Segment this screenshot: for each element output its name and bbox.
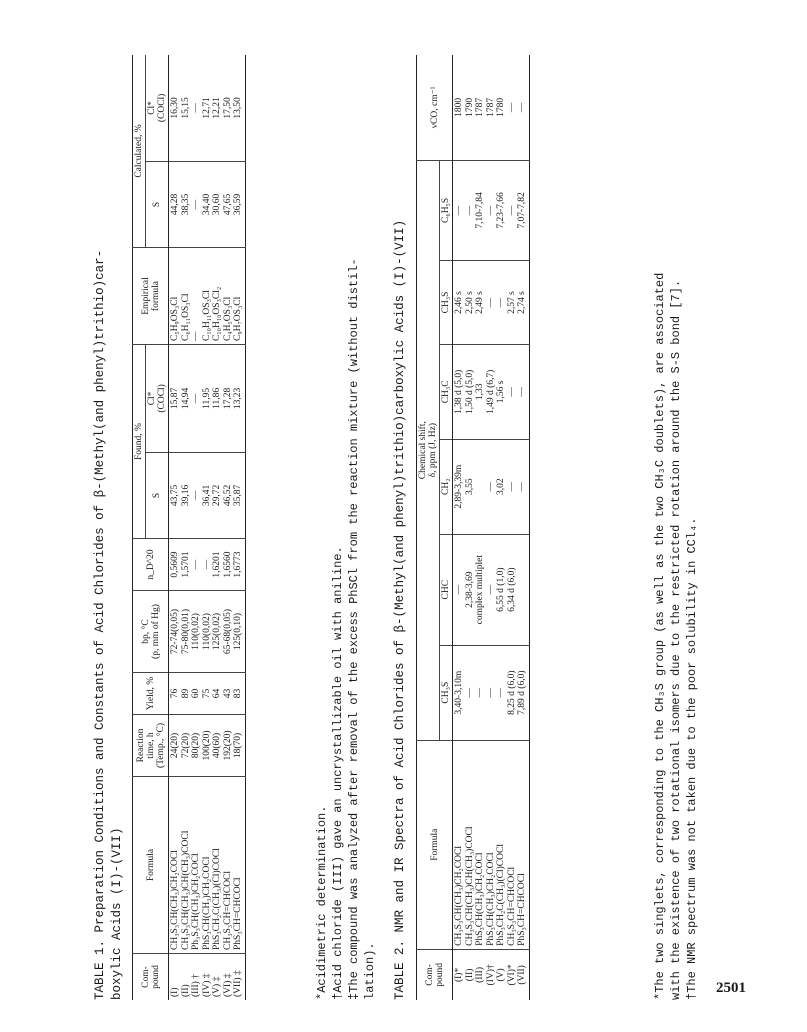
t2-header-ch3s-text: CH₃S (441, 681, 451, 704)
table-cell: 7,10-7,84 (475, 192, 485, 229)
t1-col-calc-cl (169, 55, 246, 161)
table-cell: 12,71 (201, 97, 212, 119)
table-cell: 3,02 (496, 478, 506, 495)
t1-header-calc-s (146, 161, 169, 247)
table-cell: 11,95 (201, 387, 212, 409)
t1-col-found-cl (169, 345, 246, 453)
table2-title-text: TABLE 2. NMR and IR Spectra of Acid Chlorides of β-(Methyl(and phenyl)trithio)carboxylic Acids (I)-(VII) (393, 219, 407, 1000)
table-cell: 15,87 (170, 387, 180, 410)
table-cell: C₆H₁₁OS₃Cl (180, 293, 191, 342)
table-cell: 39,16 (180, 484, 191, 507)
t2-footnote-1: *The two singlets, corresponding to the CH₃S group (as well as the two CH₃C doublets), are associated (653, 272, 667, 1000)
table-cell: C₁₀H₁₁OS₃Cl (201, 290, 212, 342)
t2-header-ch2 (440, 439, 453, 534)
table-cell: C₄H₅OS₃Cl (222, 296, 233, 342)
t2-header-compound-text: Com- pound (424, 963, 445, 987)
t1-header-found-cl-text: Cl* (COCl) (147, 384, 167, 413)
table-cell: PhS₃CH(CH₃)CH₂COCl (201, 856, 212, 950)
table-cell: — (464, 205, 475, 216)
t1-header-reaction-text: Reaction time, h (Temp., °C) (135, 722, 166, 769)
t1-header-reaction (133, 715, 169, 777)
t2-col-ir (453, 55, 530, 160)
table-cell: 7,07-7,82 (517, 192, 527, 229)
table-cell: 100(20) (201, 730, 212, 761)
table-cell: 125(0,10) (233, 612, 243, 651)
t2-header-ch2-text: CH₂ (441, 478, 451, 495)
t1-col-formulas (169, 777, 246, 954)
t1-header-formula-text: Formula (145, 848, 156, 882)
table-cell: 1787 (485, 97, 496, 117)
rotated-page-content (92, 40, 712, 1000)
table-cell: 13,23 (233, 387, 243, 410)
table-cell: 12,21 (212, 97, 222, 119)
table-cell: 89 (180, 688, 191, 699)
table-cell: PhS₃CH₂C(CH₃)(Cl)COCl (212, 848, 222, 950)
t1-col-nd (169, 539, 246, 591)
t1-footnote-2: †Acid chloride (III) gave an uncrystallizable oil with aniline. (331, 546, 345, 1000)
table1-footnotes (314, 40, 378, 1000)
table-cell: 60 (191, 688, 201, 699)
table-cell: — (506, 387, 517, 397)
t1-header-compound-text: Com- pound (140, 965, 161, 989)
table-cell: 1800 (454, 97, 464, 117)
table-cell: CH₃S₃CH(CH₃)CH₂COCl (170, 850, 180, 950)
table-cell: 7,23-7,66 (496, 192, 506, 229)
t1-header-yield-text: Yield, % (145, 676, 156, 711)
t1-header-calculated-text: Calculated, % (134, 124, 144, 178)
t1-header-calculated (133, 55, 146, 248)
t1-header-found-s (146, 452, 169, 538)
t1-col-yield (169, 673, 246, 715)
t1-footnote-3: ‡The compound was analyzed after removal of the excess PhSCl from the reaction mixture (without distil- (347, 258, 361, 1000)
t2-header-chc (440, 534, 453, 645)
t1-header-formula (133, 777, 169, 954)
table-cell: 15,15 (180, 97, 191, 119)
table-cell: — (485, 205, 496, 216)
t1-col-bp (169, 591, 246, 673)
table-cell: — (517, 481, 527, 492)
t2-footnote-2: with the existence of two rotational isomers due to the restricted rotation around the S-S bond [7]. (669, 279, 683, 1000)
table-cell: (V) ‡ (212, 976, 222, 997)
table-cell: — (464, 687, 475, 698)
table-cell: 1,49 d (6,7) (485, 369, 496, 415)
table-cell: — (191, 490, 201, 501)
table-cell: PhS₃CH=CHCOCl (233, 877, 243, 950)
t2-header-shift (417, 160, 440, 740)
table-cell: 1,5701 (180, 551, 191, 578)
table-cell: 30,60 (212, 193, 222, 216)
table-cell: CH₃S₃CH=CHCOCl (506, 866, 517, 946)
table-cell: — (191, 393, 201, 404)
t1-header-calc-s-text: S (152, 201, 162, 208)
table-cell: — (506, 102, 517, 113)
table-cell: CH₃S₃CH(CH₃)CH(CH₃)COCl (464, 826, 475, 946)
table-cell: C₅H₉OS₃Cl (170, 296, 180, 342)
table-cell: 6,34 d (6,0) (506, 567, 517, 612)
table-cell: (II) (180, 984, 191, 997)
table-cell: 1,50 d (5,0) (464, 369, 475, 415)
t1-header-nd (133, 539, 169, 591)
table-cell: — (496, 687, 506, 698)
table-cell: 40(60) (212, 732, 222, 759)
table-cell: 2,38-3,69 (464, 571, 475, 608)
t2-header-ch3s2-text: CH₃S (441, 291, 451, 314)
page-number: 2501 (716, 980, 746, 996)
table-cell: 1,33 (475, 383, 485, 401)
t2-header-ch3s (440, 645, 453, 740)
table-cell: — (454, 205, 464, 216)
t2-header-compound (417, 949, 453, 1000)
t1-col-found-s (169, 452, 246, 538)
table-cell: (III) † (191, 974, 201, 997)
t1-header-found-text: Found, % (134, 423, 144, 460)
t1-col-calc-s (169, 161, 246, 247)
t2-header-ch3s2 (440, 261, 453, 345)
table-cell: 2,46 s (454, 291, 464, 314)
table-cell: 43,75 (170, 484, 180, 507)
t2-footnote-3: †The NMR spectrum was not taken due to the poor solubility in CCl₄. (685, 517, 699, 1000)
table1-title-line2: boxylic Acids (I)-(VII) (110, 827, 124, 1000)
table-cell: 64 (212, 688, 222, 699)
t1-col-reaction (169, 715, 246, 777)
table-cell: (I)* (454, 967, 464, 983)
t1-header-calc-cl (146, 55, 169, 161)
table-cell: 76 (170, 688, 180, 699)
table-cell: 80(20) (191, 732, 201, 759)
table-cell: 11,86 (212, 387, 222, 409)
table-cell: CH₃S₃CH=CHCOCl (222, 870, 233, 950)
table-cell: 110(0,02) (191, 613, 201, 650)
table-cell: 13,50 (233, 97, 243, 119)
table-cell: 2,57 s (506, 291, 517, 314)
table-cell: 47,65 (222, 193, 233, 216)
t1-col-compounds (169, 954, 246, 1001)
table-cell: 36,41 (201, 484, 212, 507)
table-cell: CH₃S₃CH(CH₃)CH₂COCl (454, 846, 464, 946)
table-cell: 35,87 (233, 484, 243, 507)
table-cell: — (506, 481, 517, 492)
table-cell: — (191, 103, 201, 113)
table-cell: 1,56 s (496, 380, 506, 404)
table-cell: — (201, 559, 212, 570)
t2-col-ch2 (453, 439, 530, 534)
table-cell: (I) (170, 987, 180, 997)
t2-header-ir-text: νCO, cm⁻¹ (430, 86, 440, 129)
t2-header-c6h5s-text: C₆H₅S (441, 197, 451, 223)
table2-footnotes (652, 40, 700, 1000)
table-cell: 75 (201, 688, 212, 699)
table-cell: PhS₃CH(CH₃)CH₂COCl (485, 852, 496, 946)
table-cell: PhS₃CH₂C(CH₃)(Cl)COCl (496, 844, 506, 946)
t2-col-c6h5s (453, 160, 530, 260)
table-cell: 75-80(0,01) (180, 608, 191, 655)
table-cell: — (517, 102, 527, 113)
t1-header-bp-text: bp, °C (p, mm of Hg) (140, 604, 161, 659)
t2-header-shift-text: Chemical shift, δ, ppm (J, Hz) (418, 421, 438, 480)
table-cell: 46,52 (222, 484, 233, 507)
table-cell: — (454, 584, 464, 595)
table-cell: — (496, 297, 506, 308)
table-cell: 8,25 d (6,0) (506, 670, 517, 715)
table-cell: 6,55 d (1,0) (496, 567, 506, 612)
table-cell: 1787 (475, 97, 485, 117)
table-cell: (IV) ‡ (201, 973, 212, 997)
table-cell: 72(20) (180, 732, 191, 759)
table-cell: — (191, 331, 201, 342)
table-cell: (VII) (517, 965, 527, 985)
table-cell: 38,35 (180, 193, 191, 216)
t2-header-ch3c-text: CH₃C (441, 380, 451, 404)
table-cell: 34,40 (201, 193, 212, 216)
t2-col-ch3s2 (453, 261, 530, 345)
table-cell: 110(0,02) (201, 613, 212, 650)
table-cell: — (506, 205, 517, 216)
table2-title (392, 40, 409, 1000)
table-cell: (III) (475, 967, 485, 983)
table-cell: 1,6560 (222, 551, 233, 578)
t1-header-nd-text: n_D^20 (145, 549, 156, 580)
t2-col-compounds (453, 949, 530, 1000)
table-cell: 17,50 (222, 97, 233, 119)
table-cell: C₉H₇OS₃Cl (233, 296, 243, 342)
t2-header-c6h5s (440, 160, 453, 260)
t1-col-empirical (169, 248, 246, 345)
table-cell: 36,59 (233, 193, 243, 216)
table-cell: 16,30 (170, 97, 180, 119)
table-cell: (VI) ‡ (222, 973, 233, 997)
table-cell: 1,6773 (233, 551, 243, 578)
table-cell: complex multiplet (475, 554, 485, 625)
table-cell: 7,89 d (6,0) (517, 670, 527, 715)
t2-col-ch3s (453, 645, 530, 740)
table-cell: 2,74 s (517, 291, 527, 314)
table-cell: — (191, 199, 201, 210)
table2 (416, 55, 530, 1000)
t1-footnote-1: *Acidimetric determination. (315, 805, 329, 1000)
table-cell: 1,38 d (5,0) (454, 369, 464, 415)
table-cell: 3,40-3,10m (454, 670, 464, 715)
table-cell (517, 538, 528, 642)
t2-header-ch3c (440, 344, 453, 439)
t2-header-formula-text: Formula (429, 828, 440, 861)
t1-header-found-cl (146, 345, 169, 453)
t2-col-ch3c (453, 344, 530, 439)
t1-header-empirical (133, 248, 169, 345)
table-cell: 65-68(0,05) (222, 608, 233, 655)
table-cell: — (475, 687, 485, 698)
t2-col-chc (453, 534, 530, 645)
table-cell: 18(70) (233, 732, 243, 759)
table-cell: 125(0,02) (212, 612, 222, 651)
table-cell: 72-74(0,05) (170, 608, 180, 655)
table-cell: 3,55 (464, 478, 475, 495)
t1-header-compound (133, 954, 169, 1001)
table-cell: C₁₀H₁₀OS₃Cl₂ (212, 286, 222, 342)
table-cell: 44,28 (170, 193, 180, 216)
table-cell: 83 (233, 688, 243, 699)
table-cell: CH₃S₃CH(CH₃)CH(CH₃)COCl (180, 830, 191, 950)
table-cell: — (485, 584, 496, 595)
t2-header-ir (417, 55, 453, 160)
table-cell: — (485, 481, 496, 492)
table-cell: 2,89-3,39m (454, 464, 464, 509)
table-cell: (II) (464, 968, 475, 982)
table-cell: 2,50 s (464, 291, 475, 314)
table1 (132, 55, 246, 1000)
table-cell: 43 (222, 688, 233, 699)
table-cell: 1790 (464, 97, 475, 117)
t1-header-yield (133, 673, 169, 715)
t1-header-found (133, 345, 146, 539)
table-cell: 0,5609 (170, 551, 180, 578)
table1-title (92, 40, 126, 1000)
table-cell: 14,94 (180, 387, 191, 410)
t1-header-found-s-text: S (152, 492, 162, 499)
t1-footnote-4: lation). (363, 942, 377, 1000)
table-cell: 29,72 (212, 484, 222, 507)
table-cell: Ph₃S₃CH(CH₃)CH₂COCl (191, 853, 201, 950)
t1-header-bp (133, 591, 169, 673)
table-cell: PhS₃CH(CH₃)CH₂COCl (475, 852, 485, 946)
table-cell: — (517, 387, 527, 397)
table-cell: (VI)* (506, 964, 517, 986)
table-cell: 1,6201 (212, 551, 222, 578)
table-cell: 2,49 s (475, 291, 485, 314)
table-cell: 192(20) (222, 730, 233, 761)
table-cell: (VII) ‡ (233, 970, 243, 997)
t1-header-empirical-text: Empirical formula (140, 277, 161, 315)
table1-title-line1: TABLE 1. Preparation Conditions and Constants of Acid Chlorides of β-(Methyl(and phenyl)trithio)car- (93, 249, 107, 1000)
table-cell: — (191, 559, 201, 570)
table-cell: (V) (496, 968, 506, 982)
table-cell: 1780 (496, 97, 506, 117)
table-cell: 17,28 (222, 387, 233, 410)
table-cell: (IV)† (485, 964, 496, 986)
table-cell: — (485, 687, 496, 698)
table-cell: — (485, 297, 496, 308)
t2-col-formulas (453, 740, 530, 949)
t1-header-calc-cl-text: Cl* (COCl) (147, 93, 167, 123)
table-cell: PhS₃CH=CHCOCl (517, 873, 527, 946)
table-cell: 24(20) (170, 732, 180, 759)
t2-header-chc-text: CHC (441, 579, 451, 600)
t2-header-formula (417, 740, 453, 949)
table-cell (475, 443, 486, 531)
